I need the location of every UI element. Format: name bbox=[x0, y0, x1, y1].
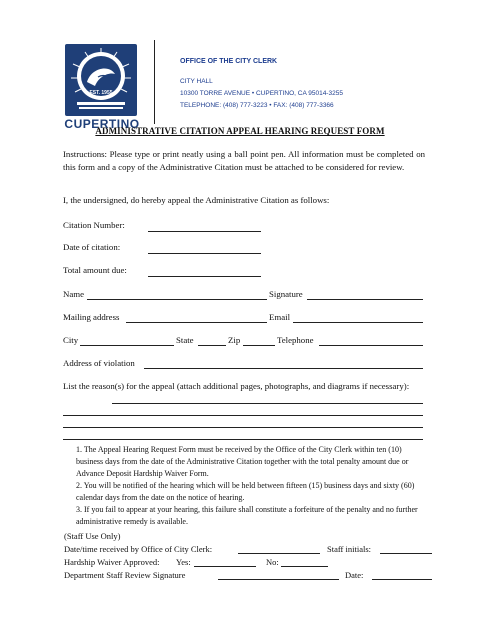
office-title: OFFICE OF THE CITY CLERK bbox=[180, 58, 278, 65]
no-label: No: bbox=[266, 557, 279, 567]
date-of-citation-label: Date of citation: bbox=[63, 242, 121, 252]
review-date-label: Date: bbox=[345, 570, 364, 580]
hardship-label: Hardship Waiver Approved: bbox=[64, 557, 160, 567]
staff-initials-field[interactable] bbox=[380, 553, 432, 554]
state-field[interactable] bbox=[198, 345, 226, 346]
reasons-line-1[interactable] bbox=[112, 403, 423, 404]
staff-initials-label: Staff initials: bbox=[327, 544, 371, 554]
email-field[interactable] bbox=[293, 322, 423, 323]
mailing-address-label: Mailing address bbox=[63, 312, 120, 322]
zip-label: Zip bbox=[228, 335, 241, 345]
date-received-field[interactable] bbox=[238, 553, 320, 554]
no-field[interactable] bbox=[281, 566, 328, 567]
note-3: 3. If you fail to appear at your hearing, this failure shall constitute a forfeiture of the penalty and no further administrative remedy is available. bbox=[76, 505, 418, 526]
reasons-line-4[interactable] bbox=[63, 439, 423, 440]
violation-address-field[interactable] bbox=[144, 368, 423, 369]
date-received-label: Date/time received by Office of City Clerk: bbox=[64, 544, 213, 554]
reasons-line-3[interactable] bbox=[63, 427, 423, 428]
form-title: ADMINISTRATIVE CITATION APPEAL HEARING REQUEST FORM bbox=[95, 126, 385, 136]
city-seal-logo bbox=[65, 44, 137, 116]
office-line-2: 10300 TORRE AVENUE • CUPERTINO, CA 95014-3255 bbox=[180, 90, 343, 97]
email-label: Email bbox=[269, 312, 291, 322]
yes-label: Yes: bbox=[176, 557, 191, 567]
notes-section bbox=[76, 444, 426, 528]
state-label: State bbox=[176, 335, 194, 345]
seal-graphic bbox=[65, 44, 137, 116]
mailing-address-field[interactable] bbox=[126, 322, 267, 323]
telephone-field[interactable] bbox=[319, 345, 423, 346]
review-signature-field[interactable] bbox=[218, 579, 339, 580]
yes-field[interactable] bbox=[194, 566, 256, 567]
total-amount-label: Total amount due: bbox=[63, 265, 127, 275]
office-line-1: CITY HALL bbox=[180, 78, 213, 85]
telephone-label: Telephone bbox=[277, 335, 314, 345]
header-divider bbox=[154, 40, 155, 124]
name-label: Name bbox=[63, 289, 85, 299]
name-field[interactable] bbox=[87, 299, 267, 300]
reasons-prompt: List the reason(s) for the appeal (attach additional pages, photographs, and diagrams if necessary): bbox=[63, 381, 410, 391]
note-1: 1. The Appeal Hearing Request Form must be received by the Office of the City Clerk within ten (10) business days from the date of the Administrative Citation together with the total penalty amount due or Advance Deposit Hardship Waiver Form. bbox=[76, 445, 409, 478]
seal-est-text: EST. 1955 bbox=[89, 90, 113, 96]
review-signature-label: Department Staff Review Signature bbox=[64, 570, 186, 580]
staff-use-heading: (Staff Use Only) bbox=[64, 531, 121, 541]
city-field[interactable] bbox=[80, 345, 174, 346]
reasons-line-2[interactable] bbox=[63, 415, 423, 416]
signature-label: Signature bbox=[269, 289, 303, 299]
office-line-3: TELEPHONE: (408) 777-3223 • FAX: (408) 777-3366 bbox=[180, 102, 334, 109]
signature-field[interactable] bbox=[307, 299, 423, 300]
undersigned-statement: I, the undersigned, do hereby appeal the Administrative Citation as follows: bbox=[63, 195, 330, 205]
note-2: 2. You will be notified of the hearing which will be held between fifteen (15) business days and sixty (60) calendar days from the date on the notice of hearing. bbox=[76, 481, 415, 502]
citation-number-label: Citation Number: bbox=[63, 220, 125, 230]
total-amount-field[interactable] bbox=[148, 276, 261, 277]
logo-wordmark: CUPERTINO bbox=[64, 117, 140, 131]
zip-field[interactable] bbox=[243, 345, 275, 346]
city-label: City bbox=[63, 335, 79, 345]
citation-number-field[interactable] bbox=[148, 231, 261, 232]
review-date-field[interactable] bbox=[372, 579, 432, 580]
instructions: Instructions: Please type or print neatly using a ball point pen. All information must be completed on this form and a copy of the Administrative Citation must be attached to be considered for review. bbox=[63, 149, 425, 172]
date-of-citation-field[interactable] bbox=[148, 253, 261, 254]
violation-address-label: Address of violation bbox=[63, 358, 135, 368]
